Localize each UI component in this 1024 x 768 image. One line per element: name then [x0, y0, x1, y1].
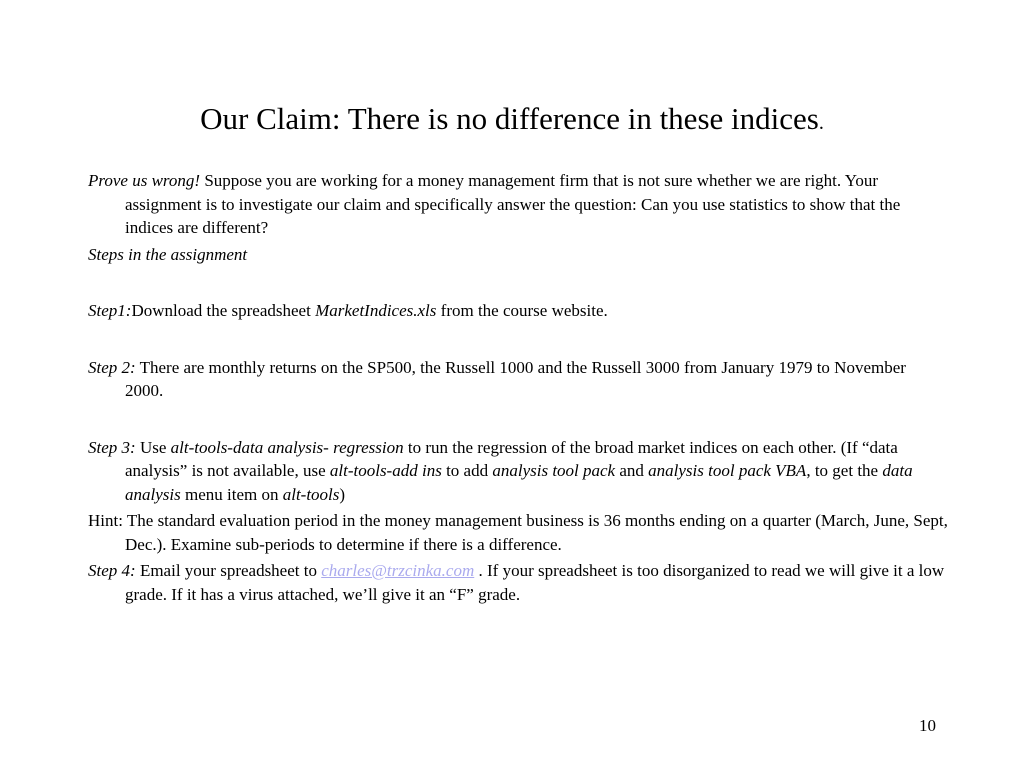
slide-body [88, 169, 948, 606]
step3-menu-addins: alt-tools-add ins [329, 461, 442, 480]
step3-toolpak: analysis tool pack [492, 461, 616, 480]
step3-text-4: and [615, 461, 649, 480]
hint-text: Hint: The standard evaluation period in the money management business is 36 months ending on a quarter (March, June, Sept, Dec.). Examine sub-periods to determine if there is a difference. [88, 511, 948, 554]
step3-data-analysis: data analysis [125, 461, 913, 504]
page-number: 10 [919, 716, 936, 735]
slide-title-period: . [818, 112, 824, 134]
step2-paragraph [88, 356, 948, 403]
hint-paragraph [88, 509, 948, 556]
step1-label: Step1: [88, 301, 132, 320]
step3-menu-regression: alt-tools-data analysis- regression [170, 437, 404, 457]
step4-paragraph [88, 559, 948, 606]
step4-text-2: . If your spreadsheet is too disorganized to read we will give it a low grade. If it has a virus attached, we’ll give it an “F” grade. [125, 561, 945, 604]
step4-text-1: Email your spreadsheet to [135, 561, 322, 580]
step3-text-7: ) [339, 484, 346, 504]
step3-text-1: Use [135, 437, 171, 457]
intro-lead: Prove us wrong! [88, 171, 201, 190]
slide-title-text: Our Claim: There is no difference in these indices [200, 101, 819, 136]
steps-heading-text: Steps in the assignment [88, 244, 248, 264]
step4-label: Step 4: [88, 561, 136, 580]
step3-toolpak-vba: analysis tool pack VBA [648, 461, 807, 480]
step3-alt-tools: alt-tools [282, 484, 340, 504]
step1-text-b: from the course website. [436, 301, 608, 320]
step1-filename: MarketIndices.xls [315, 301, 437, 320]
step3-text-6: menu item on [180, 484, 283, 504]
step3-paragraph [88, 436, 948, 507]
step1-paragraph [88, 299, 948, 323]
intro-paragraph [88, 169, 948, 240]
step1-text-a: Download the spreadsheet [131, 301, 316, 320]
slide-title [0, 97, 1024, 145]
steps-heading [88, 243, 948, 267]
step3-label: Step 3: [88, 437, 136, 457]
step2-label: Step 2: [88, 357, 136, 377]
intro-text: Suppose you are working for a money management firm that is not sure whether we are right. Your assignment is to investigate our claim and specifically answer the question: Can you use statistics to show that the indices are different? [125, 171, 901, 237]
step3-text-5: , to get the [806, 461, 883, 480]
email-link[interactable]: charles@trzcinka.com [321, 561, 475, 580]
step3-text-3: to add [441, 461, 493, 480]
step3-text-2: to run the regression of the broad market indices on each other. (If “data analysis” is not available, use [125, 437, 898, 480]
step2-text: There are monthly returns on the SP500, the Russell 1000 and the Russell 3000 from January 1979 to November 2000. [125, 357, 906, 400]
